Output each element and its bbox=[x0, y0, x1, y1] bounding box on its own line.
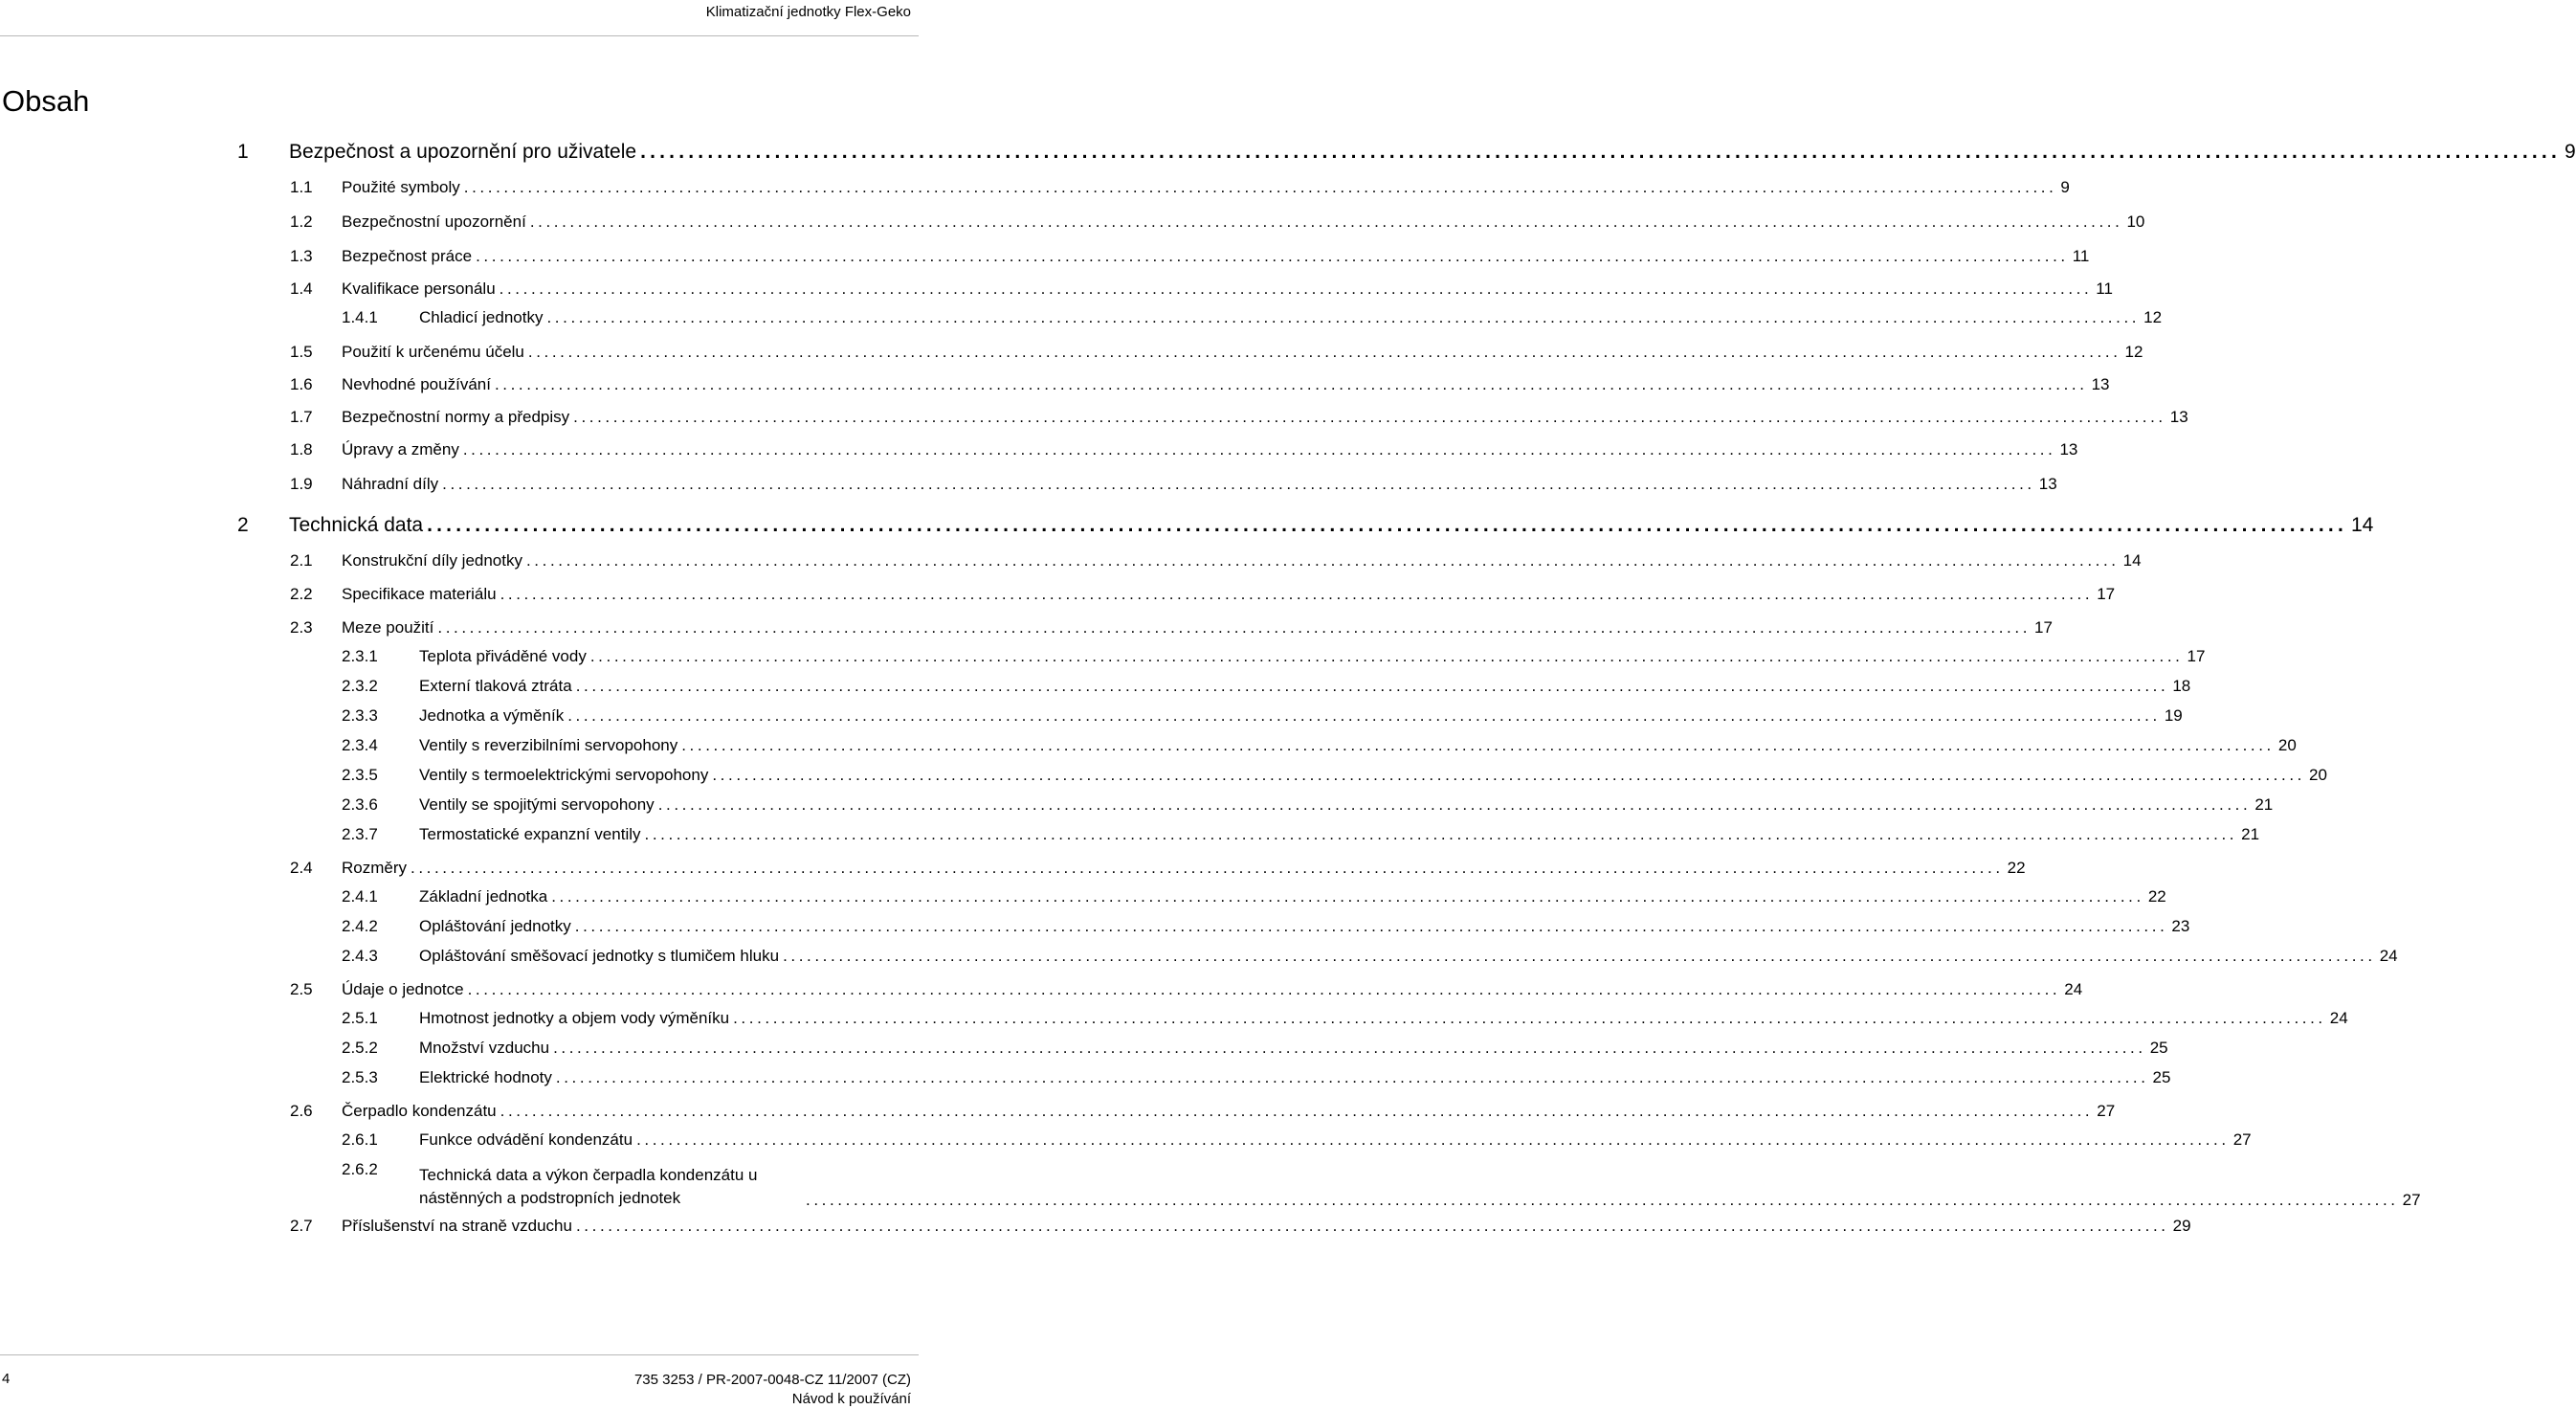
toc-entry[interactable] bbox=[237, 141, 2576, 166]
toc-entry[interactable] bbox=[342, 1130, 2252, 1155]
toc-entry-page: 24 bbox=[2329, 1009, 2348, 1027]
toc-entry-number: 2.6.2 bbox=[342, 1160, 378, 1178]
toc-entry-title: Opláštování jednotky bbox=[419, 917, 571, 935]
toc-entry-number: 1.8 bbox=[290, 440, 313, 458]
toc-leader-dots: ........................................................................................................................................................................................................ bbox=[437, 618, 2032, 637]
toc-entry-page: 25 bbox=[2152, 1068, 2171, 1086]
toc-entry[interactable] bbox=[342, 736, 2297, 761]
toc-entry[interactable] bbox=[342, 766, 2327, 791]
toc-entry-page: 24 bbox=[2379, 947, 2398, 965]
toc-entry-page: 21 bbox=[2241, 825, 2260, 843]
toc-entry-title: Bezpečnost a upozornění pro uživatele bbox=[289, 141, 637, 163]
toc-entry-page: 14 bbox=[2122, 551, 2142, 570]
toc-entry-page: 21 bbox=[2254, 795, 2274, 814]
toc-entry-page: 18 bbox=[2172, 677, 2191, 695]
toc-entry-page: 13 bbox=[2169, 408, 2188, 426]
toc-entry-title: Bezpečnost práce bbox=[342, 247, 473, 265]
toc-entry-number: 1.4.1 bbox=[342, 308, 378, 326]
toc-leader-dots: ........................................................................................................................................................................................................ bbox=[494, 375, 2088, 393]
toc-entry-title: Technická data bbox=[289, 514, 424, 536]
toc-entry-title: Příslušenství na straně vzduchu bbox=[342, 1217, 572, 1235]
toc-entry-title: Nevhodné používání bbox=[342, 375, 491, 393]
toc-entry-number: 1.6 bbox=[290, 375, 313, 393]
toc-leader-dots: ........................................................................................................................................................................................................ bbox=[806, 1191, 2399, 1209]
toc-entry-page: 20 bbox=[2308, 766, 2327, 784]
toc-leader-dots: ........................................................................................................................................................................................................ bbox=[589, 647, 2184, 665]
toc-entry[interactable] bbox=[342, 887, 2166, 912]
toc-leader-dots: ........................................................................................................................................................................................................ bbox=[476, 247, 2069, 265]
toc-entry-number: 2.4.1 bbox=[342, 887, 378, 906]
toc-entry-number: 2.2 bbox=[290, 585, 313, 603]
toc-leader-dots: ........................................................................................................................................................................................................ bbox=[463, 178, 2057, 196]
toc-entry-page: 19 bbox=[2164, 706, 2183, 725]
toc-entry[interactable] bbox=[342, 947, 2398, 972]
toc-entry[interactable] bbox=[290, 440, 2078, 465]
toc-entry-number: 2.5.1 bbox=[342, 1009, 378, 1027]
toc-entry-page: 13 bbox=[2038, 475, 2057, 493]
document-id: 735 3253 / PR-2007-0048-CZ 11/2007 (CZ) bbox=[633, 1372, 911, 1388]
toc-entry-number: 1.3 bbox=[290, 247, 313, 265]
toc-entry-number: 2.3.4 bbox=[342, 736, 378, 754]
toc-entry[interactable] bbox=[290, 859, 2026, 883]
toc-leader-dots: ........................................................................................................................................................................................................ bbox=[551, 887, 2144, 906]
toc-entry[interactable] bbox=[290, 551, 2142, 576]
toc-entry-number: 2.3.7 bbox=[342, 825, 378, 843]
toc-leader-dots: ........................................................................................................................................................................................................ bbox=[500, 1102, 2094, 1120]
toc-entry-page: 27 bbox=[2402, 1191, 2421, 1209]
toc-entry-number: 1 bbox=[237, 141, 249, 163]
toc-entry-page: 23 bbox=[2171, 917, 2190, 935]
toc-entry-number: 2.4.3 bbox=[342, 947, 378, 965]
toc-entry[interactable] bbox=[290, 408, 2188, 433]
toc-entry-title: Náhradní díly bbox=[342, 475, 439, 493]
toc-entry[interactable] bbox=[342, 825, 2260, 850]
toc-entry-title: Ventily s termoelektrickými servopohony bbox=[419, 766, 709, 784]
toc-entry-title: Úpravy a změny bbox=[342, 440, 459, 458]
toc-leader-dots: ........................................................................................................................................................................................................ bbox=[525, 551, 2120, 570]
toc-entry-page: 25 bbox=[2149, 1039, 2168, 1057]
toc-entry-number: 1.9 bbox=[290, 475, 313, 493]
toc-entry-title: Ventily s reverzibilními servopohony bbox=[419, 736, 678, 754]
toc-leader-dots: ........................................................................................................................................................................................................ bbox=[644, 825, 2238, 843]
toc-entry-page: 17 bbox=[2034, 618, 2053, 637]
toc-leader-dots: ........................................................................................................................................................................................................ bbox=[442, 475, 2035, 493]
toc-entry-number: 2.3 bbox=[290, 618, 313, 637]
toc-entry-number: 2.3.3 bbox=[342, 706, 378, 725]
toc-leader-dots: ........................................................................................................................................................................................................ bbox=[499, 280, 2093, 298]
toc-entry-title: Meze použití bbox=[342, 618, 434, 637]
toc-entry-title: Elektrické hodnoty bbox=[419, 1068, 552, 1086]
toc-entry[interactable] bbox=[290, 618, 2053, 643]
toc-leader-dots: ........................................................................................................................................................................................................ bbox=[575, 677, 2169, 695]
toc-entry-page: 13 bbox=[2059, 440, 2078, 458]
toc-entry[interactable] bbox=[290, 1102, 2116, 1127]
toc-entry-number: 1.1 bbox=[290, 178, 313, 196]
toc-entry-number: 2.4.2 bbox=[342, 917, 378, 935]
toc-entry-number: 2.4 bbox=[290, 859, 313, 877]
toc-leader-dots: ........................................................................................................................................................................................................ bbox=[657, 795, 2252, 814]
toc-leader-dots: ........................................................................................................................................................................................................ bbox=[574, 917, 2168, 935]
toc-leader-dots: ........................................................................................................................................................................................................ bbox=[783, 947, 2376, 965]
toc-entry-title: Teplota přiváděné vody bbox=[419, 647, 587, 665]
toc-entry[interactable] bbox=[342, 1160, 2421, 1210]
toc-leader-dots: ........................................................................................................................................................................................................ bbox=[467, 980, 2061, 998]
toc-entry-number: 2.1 bbox=[290, 551, 313, 570]
toc-entry-title: Rozměry bbox=[342, 859, 408, 877]
toc-entry-page: 22 bbox=[2007, 859, 2026, 877]
toc-entry-page: 12 bbox=[2124, 343, 2143, 361]
toc-leader-dots: ........................................................................................................................................................................................................ bbox=[529, 212, 2123, 231]
toc-entry-title: Kvalifikace personálu bbox=[342, 280, 496, 298]
toc-entry-title: Bezpečnostní upozornění bbox=[342, 212, 526, 231]
toc-entry-title: Čerpadlo kondenzátu bbox=[342, 1102, 497, 1120]
toc-entry[interactable] bbox=[290, 212, 2145, 237]
toc-entry-title: Chladicí jednotky bbox=[419, 308, 544, 326]
toc-leader-dots: ........................................................................................................................................................................................................ bbox=[575, 1217, 2169, 1235]
toc-entry-number: 2.6 bbox=[290, 1102, 313, 1120]
toc-entry[interactable] bbox=[342, 1039, 2168, 1063]
toc-entry-page: 27 bbox=[2097, 1102, 2116, 1120]
toc-entry-page: 11 bbox=[2072, 247, 2090, 265]
toc-entry[interactable] bbox=[290, 585, 2116, 610]
toc-leader-dots: ........................................................................................................................................................................................................ bbox=[427, 514, 2347, 536]
toc-entry-number: 2.5.3 bbox=[342, 1068, 378, 1086]
toc-entry-number: 2 bbox=[237, 514, 249, 536]
toc-entry[interactable] bbox=[290, 375, 2110, 400]
toc-entry-page: 17 bbox=[2097, 585, 2116, 603]
toc-leader-dots: ........................................................................................................................................................................................................ bbox=[681, 736, 2275, 754]
toc-entry[interactable] bbox=[290, 475, 2057, 500]
toc-leader-dots: ........................................................................................................................................................................................................ bbox=[573, 408, 2166, 426]
toc-entry-page: 29 bbox=[2172, 1217, 2191, 1235]
toc-entry-number: 2.5.2 bbox=[342, 1039, 378, 1057]
toc-entry-title: Použité symboly bbox=[342, 178, 460, 196]
toc-entry-number: 2.3.5 bbox=[342, 766, 378, 784]
toc-entry-page: 17 bbox=[2187, 647, 2206, 665]
toc-entry[interactable] bbox=[342, 677, 2191, 702]
toc-leader-dots: ........................................................................................................................................................................................................ bbox=[640, 141, 2561, 163]
toc-leader-dots: ........................................................................................................................................................................................................ bbox=[411, 859, 2004, 877]
toc-entry[interactable] bbox=[290, 1217, 2191, 1241]
page-title: Obsah bbox=[2, 84, 90, 118]
toc-leader-dots: ........................................................................................................................................................................................................ bbox=[636, 1130, 2230, 1149]
toc-entry-number: 2.7 bbox=[290, 1217, 313, 1235]
toc-entry-title: Termostatické expanzní ventily bbox=[419, 825, 641, 843]
toc-entry-title: Funkce odvádění kondenzátu bbox=[419, 1130, 633, 1149]
toc-entry[interactable] bbox=[290, 247, 2090, 272]
page-header bbox=[0, 0, 919, 36]
toc-entry-number: 1.2 bbox=[290, 212, 313, 231]
toc-entry-number: 2.5 bbox=[290, 980, 313, 998]
toc-entry-title: Opláštování směšovací jednotky s tlumičem hluku bbox=[419, 947, 780, 965]
toc-entry[interactable] bbox=[290, 980, 2083, 1005]
toc-entry[interactable] bbox=[342, 1068, 2171, 1093]
toc-leader-dots: ........................................................................................................................................................................................................ bbox=[500, 585, 2094, 603]
footer-divider bbox=[0, 1354, 919, 1355]
toc-entry-page: 14 bbox=[2351, 514, 2374, 536]
toc-entry-page: 20 bbox=[2277, 736, 2297, 754]
toc-entry[interactable] bbox=[290, 280, 2113, 304]
toc-entry-title: Konstrukční díly jednotky bbox=[342, 551, 522, 570]
toc-entry-title: Specifikace materiálu bbox=[342, 585, 497, 603]
footer-document-info bbox=[634, 1371, 911, 1409]
toc-entry-title: Externí tlaková ztráta bbox=[419, 677, 572, 695]
toc-entry[interactable] bbox=[342, 1009, 2348, 1034]
toc-entry-page: 12 bbox=[2143, 308, 2163, 326]
toc-entry-page: 9 bbox=[2060, 178, 2070, 196]
toc-entry-page: 11 bbox=[2096, 280, 2113, 298]
page-number: 4 bbox=[2, 1371, 11, 1387]
toc-leader-dots: ........................................................................................................................................................................................................ bbox=[567, 706, 2161, 725]
toc-entry-page: 10 bbox=[2126, 212, 2145, 231]
toc-entry-page: 9 bbox=[2564, 141, 2576, 163]
toc-leader-dots: ........................................................................................................................................................................................................ bbox=[712, 766, 2305, 784]
toc-entry[interactable] bbox=[290, 178, 2070, 203]
toc-entry-page: 22 bbox=[2147, 887, 2166, 906]
toc-entry-title: Použití k určenému účelu bbox=[342, 343, 524, 361]
toc-entry-number: 2.3.6 bbox=[342, 795, 378, 814]
toc-entry-number: 1.5 bbox=[290, 343, 313, 361]
toc-entry-title: Bezpečnostní normy a předpisy bbox=[342, 408, 570, 426]
toc-entry-page: 27 bbox=[2232, 1130, 2252, 1149]
toc-entry-number: 1.4 bbox=[290, 280, 313, 298]
toc-entry-title: Jednotka a výměník bbox=[419, 706, 565, 725]
toc-leader-dots: ........................................................................................................................................................................................................ bbox=[546, 308, 2141, 326]
toc-leader-dots: ........................................................................................................................................................................................................ bbox=[462, 440, 2056, 458]
document-type: Návod k používání bbox=[791, 1391, 911, 1407]
header-title: Klimatizační jednotky Flex-Geko bbox=[705, 4, 911, 20]
toc-entry-page: 13 bbox=[2091, 375, 2110, 393]
toc-entry-title: Ventily se spojitými servopohony bbox=[419, 795, 655, 814]
toc-leader-dots: ........................................................................................................................................................................................................ bbox=[527, 343, 2121, 361]
toc-entry-title: Hmotnost jednotky a objem vody výměníku bbox=[419, 1009, 730, 1027]
toc-entry[interactable] bbox=[342, 308, 2163, 333]
toc-entry-page: 24 bbox=[2064, 980, 2083, 998]
toc-entry[interactable] bbox=[237, 514, 2374, 539]
toc-leader-dots: ........................................................................................................................................................................................................ bbox=[553, 1039, 2146, 1057]
toc-entry-title: Údaje o jednotce bbox=[342, 980, 464, 998]
toc-entry-number: 2.3.2 bbox=[342, 677, 378, 695]
toc-entry[interactable] bbox=[342, 795, 2274, 820]
toc-entry-number: 2.6.1 bbox=[342, 1130, 378, 1149]
toc-entry[interactable] bbox=[342, 647, 2206, 672]
toc-entry-number: 1.7 bbox=[290, 408, 313, 426]
toc-entry-title: Základní jednotka bbox=[419, 887, 548, 906]
toc-leader-dots: ........................................................................................................................................................................................................ bbox=[733, 1009, 2326, 1027]
toc-entry[interactable] bbox=[290, 343, 2143, 368]
toc-entry-number: 2.3.1 bbox=[342, 647, 378, 665]
toc-entry-title: Technická data a výkon čerpadla kondenzátu u nástěnných a podstropních jednotek bbox=[419, 1166, 758, 1207]
toc-entry-title: Množství vzduchu bbox=[419, 1039, 550, 1057]
toc-leader-dots: ........................................................................................................................................................................................................ bbox=[555, 1068, 2149, 1086]
toc-entry[interactable] bbox=[342, 706, 2183, 731]
toc-entry[interactable] bbox=[342, 917, 2190, 942]
